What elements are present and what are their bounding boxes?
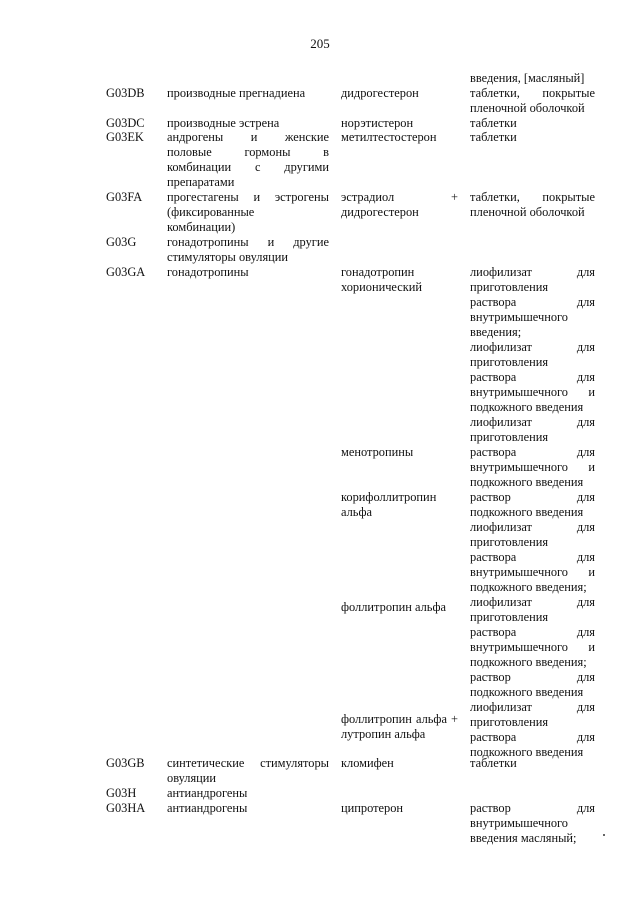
drug-name: хорионический: [341, 280, 423, 294]
dosage-form: лиофилизат для: [470, 340, 595, 354]
atc-code: G03FA: [106, 190, 143, 204]
dosage-form: раствора для: [470, 550, 595, 564]
dosage-form: приготовления: [470, 610, 549, 624]
drug-name: эстрадиол +: [341, 190, 458, 204]
dosage-form: раствор для: [470, 670, 595, 684]
dosage-form: введения, [масляный]: [470, 71, 585, 85]
scan-speck: [603, 834, 605, 836]
dosage-form: лиофилизат для: [470, 265, 595, 279]
group-name: комбинации): [167, 220, 236, 234]
group-name: половые гормоны в: [167, 145, 329, 159]
dosage-form: таблетки, покрытые: [470, 86, 595, 100]
dosage-form: пленочной оболочкой: [470, 205, 585, 219]
drug-name: кломифен: [341, 756, 394, 770]
group-name: гонадотропины: [167, 265, 249, 279]
atc-code: G03GB: [106, 756, 145, 770]
dosage-form: раствора для: [470, 295, 595, 309]
dosage-form: введения масляный;: [470, 831, 577, 845]
drug-name: фоллитропин альфа +: [341, 712, 458, 726]
atc-code: G03G: [106, 235, 137, 249]
drug-name: дидрогестерон: [341, 86, 419, 100]
dosage-form: раствора для: [470, 445, 595, 459]
group-name: гонадотропины и другие: [167, 235, 329, 249]
drug-name: альфа: [341, 505, 372, 519]
group-name: производные эстрена: [167, 116, 280, 130]
atc-code: G03H: [106, 786, 137, 800]
drug-name: фоллитропин альфа: [341, 600, 446, 614]
drug-name: корифоллитропин: [341, 490, 437, 504]
group-name: препаратами: [167, 175, 235, 189]
drug-name: лутропин альфа: [341, 727, 426, 741]
atc-code: G03DB: [106, 86, 145, 100]
dosage-form: приготовления: [470, 355, 549, 369]
page-number: 205: [310, 36, 330, 51]
dosage-form: приготовления: [470, 535, 549, 549]
dosage-form: внутримышечного и: [470, 460, 595, 474]
dosage-form: лиофилизат для: [470, 415, 595, 429]
dosage-form: внутримышечного и: [470, 385, 595, 399]
dosage-form: раствора для: [470, 730, 595, 744]
group-name: андрогены и женские: [167, 130, 329, 144]
dosage-form: раствор для: [470, 801, 595, 815]
drug-name: менотропины: [341, 445, 414, 459]
group-name: комбинации с другими: [167, 160, 329, 174]
dosage-form: таблетки: [470, 130, 517, 144]
drug-name: дидрогестерон: [341, 205, 419, 219]
dosage-form: введения;: [470, 325, 522, 339]
dosage-form: внутримышечного и: [470, 640, 595, 654]
group-name: овуляции: [167, 771, 217, 785]
dosage-form: внутримышечного и: [470, 565, 595, 579]
dosage-form: пленочной оболочкой: [470, 101, 585, 115]
dosage-form: подкожного введения: [470, 400, 584, 414]
group-name: антиандрогены: [167, 801, 248, 815]
drug-name: ципротерон: [341, 801, 404, 815]
group-name: (фиксированные: [167, 205, 255, 219]
dosage-form: таблетки, покрытые: [470, 190, 595, 204]
dosage-form: лиофилизат для: [470, 595, 595, 609]
group-name: синтетические стимуляторы: [167, 756, 329, 770]
drug-name: метилтестостерон: [341, 130, 437, 144]
group-name: стимуляторы овуляции: [167, 250, 289, 264]
dosage-form: лиофилизат для: [470, 520, 595, 534]
dosage-form: раствор для: [470, 490, 595, 504]
dosage-form: внутримышечного: [470, 816, 568, 830]
dosage-form: подкожного введения;: [470, 655, 587, 669]
dosage-form: приготовления: [470, 280, 549, 294]
dosage-form: подкожного введения;: [470, 580, 587, 594]
atc-code: G03DC: [106, 116, 145, 130]
dosage-form: подкожного введения: [470, 685, 584, 699]
atc-code: G03HA: [106, 801, 146, 815]
dosage-form: таблетки: [470, 116, 517, 130]
atc-code: G03GA: [106, 265, 146, 279]
dosage-form: приготовления: [470, 715, 549, 729]
dosage-form: приготовления: [470, 430, 549, 444]
dosage-form: подкожного введения: [470, 745, 584, 759]
dosage-form: подкожного введения: [470, 475, 584, 489]
drug-name: норэтистерон: [341, 116, 414, 130]
dosage-form: раствора для: [470, 370, 595, 384]
dosage-form: внутримышечного: [470, 310, 568, 324]
dosage-form: раствора для: [470, 625, 595, 639]
group-name: производные прегнадиена: [167, 86, 306, 100]
dosage-form: лиофилизат для: [470, 700, 595, 714]
atc-code: G03EK: [106, 130, 144, 144]
dosage-form: подкожного введения: [470, 505, 584, 519]
dosage-form: таблетки: [470, 756, 517, 770]
drug-name: гонадотропин: [341, 265, 415, 279]
group-name: прогестагены и эстрогены: [167, 190, 329, 204]
group-name: антиандрогены: [167, 786, 248, 800]
